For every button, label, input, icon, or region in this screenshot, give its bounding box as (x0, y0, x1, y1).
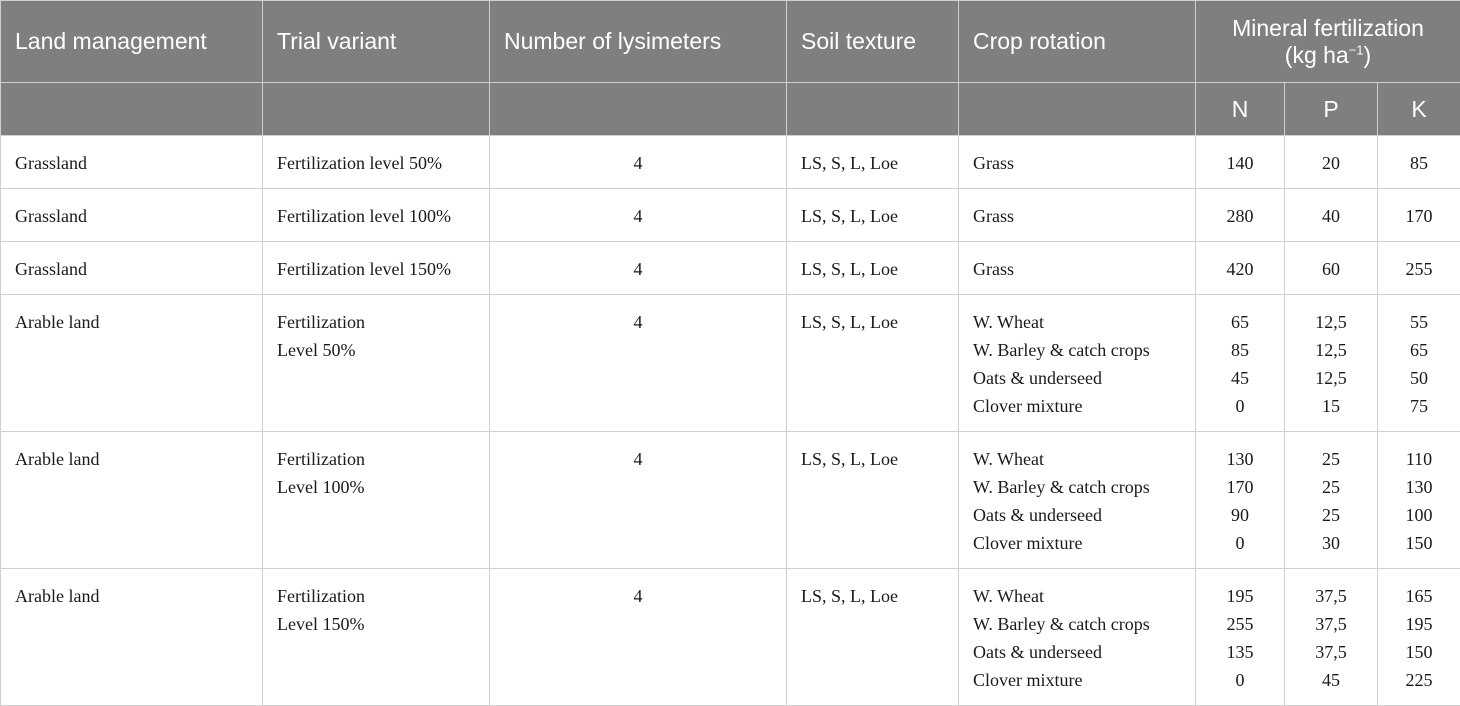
cell-crop-rotation (959, 432, 1196, 569)
cell-k-line: 85 (1392, 149, 1446, 177)
cell-n-line: 90 (1210, 501, 1270, 529)
cell-k-line: 130 (1392, 473, 1446, 501)
cell-p (1285, 189, 1378, 242)
table-header (1, 1, 1460, 136)
cell-p-line: 60 (1299, 255, 1363, 283)
cell-n (1196, 189, 1285, 242)
table-row (1, 569, 1460, 706)
cell-n (1196, 432, 1285, 569)
cell-n-line: 255 (1210, 610, 1270, 638)
cell-soil-texture: LS, S, L, Loe (787, 136, 959, 189)
cell-k-line: 150 (1392, 529, 1446, 557)
cell-k-line: 50 (1392, 364, 1446, 392)
header-unit-prefix: (kg ha (1285, 42, 1349, 68)
cell-trial-variant-line: Fertilization (277, 445, 475, 473)
cell-crop-rotation (959, 189, 1196, 242)
cell-n-line: 0 (1210, 392, 1270, 420)
cell-k-line: 165 (1392, 582, 1446, 610)
cell-trial-variant (263, 242, 490, 295)
cell-n-line: 420 (1210, 255, 1270, 283)
cell-n-line: 140 (1210, 149, 1270, 177)
table-row (1, 432, 1460, 569)
cell-k-line: 100 (1392, 501, 1446, 529)
cell-p-line: 15 (1299, 392, 1363, 420)
cell-k-line: 195 (1392, 610, 1446, 638)
table-body (1, 136, 1460, 706)
cell-n-line: 130 (1210, 445, 1270, 473)
cell-p-line: 25 (1299, 501, 1363, 529)
cell-p-line: 37,5 (1299, 582, 1363, 610)
cell-land-management: Arable land (1, 569, 263, 706)
header-mineral-fertilization-line1: Mineral fertilization (1232, 15, 1424, 41)
header-mineral-fertilization (1196, 1, 1460, 83)
cell-crop-rotation (959, 136, 1196, 189)
cell-crop-rotation-line: Oats & underseed (973, 501, 1181, 529)
cell-n-line: 170 (1210, 473, 1270, 501)
cell-n (1196, 295, 1285, 432)
table-row (1, 136, 1460, 189)
cell-k (1378, 136, 1460, 189)
cell-k-line: 75 (1392, 392, 1446, 420)
cell-n-line: 280 (1210, 202, 1270, 230)
header-blank (959, 83, 1196, 136)
cell-p (1285, 295, 1378, 432)
cell-p-line: 45 (1299, 666, 1363, 694)
cell-crop-rotation-line: Grass (973, 255, 1181, 283)
cell-trial-variant-line: Level 50% (277, 336, 475, 364)
cell-n-line: 65 (1210, 308, 1270, 336)
cell-crop-rotation-line: Oats & underseed (973, 364, 1181, 392)
header-blank (490, 83, 787, 136)
cell-p-line: 30 (1299, 529, 1363, 557)
table-row (1, 242, 1460, 295)
cell-trial-variant-line: Level 100% (277, 473, 475, 501)
cell-land-management: Arable land (1, 295, 263, 432)
cell-crop-rotation-line: W. Barley & catch crops (973, 336, 1181, 364)
cell-p-line: 25 (1299, 445, 1363, 473)
cell-p (1285, 136, 1378, 189)
cell-trial-variant-line: Fertilization (277, 582, 475, 610)
cell-crop-rotation-line: W. Barley & catch crops (973, 610, 1181, 638)
cell-crop-rotation-line: W. Barley & catch crops (973, 473, 1181, 501)
cell-k-line: 255 (1392, 255, 1446, 283)
cell-trial-variant (263, 432, 490, 569)
cell-crop-rotation-line: W. Wheat (973, 582, 1181, 610)
table-row (1, 295, 1460, 432)
cell-number-of-lysimeters: 4 (490, 432, 787, 569)
cell-k-line: 55 (1392, 308, 1446, 336)
cell-crop-rotation-line: Clover mixture (973, 392, 1181, 420)
cell-trial-variant (263, 569, 490, 706)
cell-crop-rotation-line: Grass (973, 202, 1181, 230)
cell-land-management: Grassland (1, 189, 263, 242)
header-number-of-lysimeters: Number of lysimeters (490, 1, 787, 83)
cell-crop-rotation-line: Oats & underseed (973, 638, 1181, 666)
cell-n-line: 135 (1210, 638, 1270, 666)
header-unit-suffix: ) (1364, 42, 1372, 68)
cell-trial-variant-line: Fertilization (277, 308, 475, 336)
cell-land-management: Grassland (1, 242, 263, 295)
cell-k (1378, 295, 1460, 432)
cell-trial-variant (263, 189, 490, 242)
cell-p-line: 12,5 (1299, 336, 1363, 364)
header-blank (787, 83, 959, 136)
cell-n-line: 0 (1210, 666, 1270, 694)
cell-k-line: 150 (1392, 638, 1446, 666)
cell-p-line: 20 (1299, 149, 1363, 177)
cell-trial-variant (263, 136, 490, 189)
header-k: K (1378, 83, 1460, 136)
cell-k (1378, 569, 1460, 706)
cell-n-line: 195 (1210, 582, 1270, 610)
cell-land-management: Arable land (1, 432, 263, 569)
cell-trial-variant-line: Fertilization level 100% (277, 202, 475, 230)
cell-p-line: 12,5 (1299, 364, 1363, 392)
cell-trial-variant-line: Level 150% (277, 610, 475, 638)
cell-k-line: 170 (1392, 202, 1446, 230)
header-trial-variant: Trial variant (263, 1, 490, 83)
header-crop-rotation: Crop rotation (959, 1, 1196, 83)
cell-n (1196, 242, 1285, 295)
cell-crop-rotation-line: Grass (973, 149, 1181, 177)
cell-p (1285, 569, 1378, 706)
header-soil-texture: Soil texture (787, 1, 959, 83)
cell-number-of-lysimeters: 4 (490, 242, 787, 295)
cell-crop-rotation (959, 242, 1196, 295)
header-land-management: Land management (1, 1, 263, 83)
cell-p-line: 37,5 (1299, 610, 1363, 638)
cell-trial-variant (263, 295, 490, 432)
cell-soil-texture: LS, S, L, Loe (787, 569, 959, 706)
cell-p-line: 12,5 (1299, 308, 1363, 336)
cell-k (1378, 189, 1460, 242)
cell-soil-texture: LS, S, L, Loe (787, 242, 959, 295)
cell-crop-rotation-line: W. Wheat (973, 308, 1181, 336)
cell-n (1196, 569, 1285, 706)
cell-crop-rotation-line: W. Wheat (973, 445, 1181, 473)
header-blank (1, 83, 263, 136)
cell-number-of-lysimeters: 4 (490, 189, 787, 242)
cell-soil-texture: LS, S, L, Loe (787, 432, 959, 569)
cell-k (1378, 242, 1460, 295)
cell-p-line: 40 (1299, 202, 1363, 230)
cell-k-line: 110 (1392, 445, 1446, 473)
cell-crop-rotation-line: Clover mixture (973, 529, 1181, 557)
cell-number-of-lysimeters: 4 (490, 295, 787, 432)
cell-soil-texture: LS, S, L, Loe (787, 189, 959, 242)
header-n: N (1196, 83, 1285, 136)
cell-land-management: Grassland (1, 136, 263, 189)
cell-p-line: 25 (1299, 473, 1363, 501)
table-row (1, 189, 1460, 242)
header-unit-exponent: −1 (1349, 42, 1364, 57)
cell-p-line: 37,5 (1299, 638, 1363, 666)
cell-n-line: 45 (1210, 364, 1270, 392)
cell-n-line: 85 (1210, 336, 1270, 364)
cell-crop-rotation-line: Clover mixture (973, 666, 1181, 694)
cell-k-line: 225 (1392, 666, 1446, 694)
cell-k-line: 65 (1392, 336, 1446, 364)
cell-number-of-lysimeters: 4 (490, 136, 787, 189)
cell-n (1196, 136, 1285, 189)
cell-crop-rotation (959, 295, 1196, 432)
cell-number-of-lysimeters: 4 (490, 569, 787, 706)
header-p: P (1285, 83, 1378, 136)
cell-k (1378, 432, 1460, 569)
cell-soil-texture: LS, S, L, Loe (787, 295, 959, 432)
cell-trial-variant-line: Fertilization level 150% (277, 255, 475, 283)
cell-p (1285, 432, 1378, 569)
header-blank (263, 83, 490, 136)
cell-trial-variant-line: Fertilization level 50% (277, 149, 475, 177)
cell-p (1285, 242, 1378, 295)
cell-crop-rotation (959, 569, 1196, 706)
cell-n-line: 0 (1210, 529, 1270, 557)
